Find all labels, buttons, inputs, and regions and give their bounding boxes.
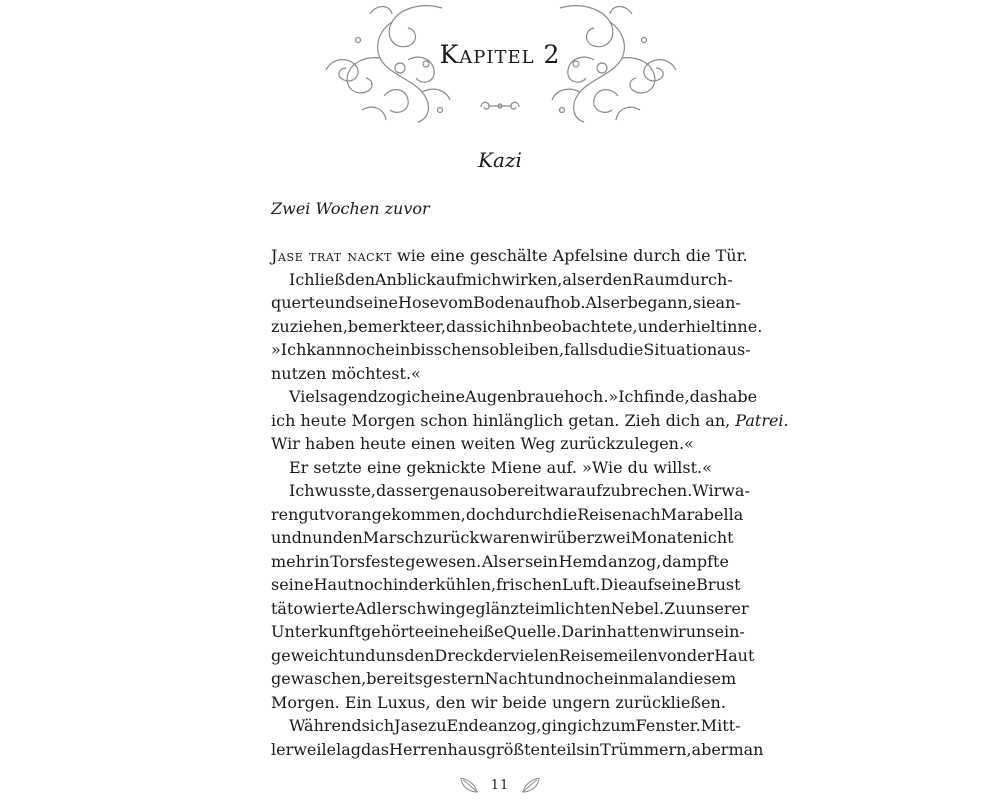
text-line: Unterkunft gehörte eine heiße Quelle. Darin hatten wir uns ein-	[271, 622, 745, 641]
text-line: querte und seine Hose vom Boden aufhob. Als er begann, sie an-	[271, 293, 741, 312]
opening-small-caps: Jase trat nackt	[271, 246, 392, 265]
text-line: ren gut vorangekommen, doch durch die Reise nach Marabella	[271, 504, 744, 524]
page-number: 11	[490, 777, 510, 793]
text-line: und nun den Marsch zurück waren wir über zwei Monate nicht	[271, 528, 734, 547]
chapter-title: Kapitel 2	[439, 40, 561, 69]
text-line: tätowierte Adlerschwinge glänzte im lichten Nebel. Zu unserer	[271, 598, 749, 618]
text-line: Morgen. Ein Luxus, den wir beide ungern zurückließen.	[271, 692, 726, 712]
text-line: geweicht und uns den Dreck der vielen Reisemeilen von der Haut	[271, 645, 755, 665]
text-line: Er setzte eine geknickte Miene auf. »Wie du willst.«	[289, 457, 712, 477]
text-line: Wir haben heute einen weiten Weg zurückzulegen.«	[271, 434, 694, 453]
timeframe-note: Zwei Wochen zuvor	[271, 199, 430, 218]
body-text	[271, 244, 789, 761]
text-segment: ich heute Morgen schon hinlänglich getan. Zieh dich an,	[271, 410, 736, 430]
leaf-left-icon	[459, 776, 479, 794]
text-line: »Ich kann noch ein bisschen so bleiben, falls du die Situation aus-	[271, 340, 751, 359]
text-line: zuziehen, bemerkte er, dass ich ihn beobachtete, und er hielt inne.	[271, 316, 763, 336]
text-line: nutzen möchtest.«	[271, 363, 421, 383]
leaf-right-icon	[521, 776, 541, 794]
text-line	[271, 409, 789, 433]
text-line	[271, 244, 748, 268]
text-line: Ich ließ den Anblick auf mich wirken, als er den Raum durch-	[289, 269, 733, 289]
chapter-pov-name: Kazi	[478, 148, 522, 172]
opening-rest: wie eine geschälte Apfelsine durch die Tür.	[391, 246, 748, 265]
italic-term: Patrei.	[735, 410, 789, 430]
text-line: gewaschen, bereits gestern Nacht und noch einmal an diesem	[271, 669, 737, 688]
text-line: Während sich Jase zu Ende anzog, ging ich zum Fenster. Mitt-	[289, 716, 741, 735]
page-footer	[0, 776, 1000, 794]
text-line: Ich wusste, dass er genauso bereit war aufzubrechen. Wir wa-	[289, 481, 750, 500]
text-line: seine Haut noch in der kühlen, frischen Luft. Die auf seine Brust	[271, 575, 741, 594]
text-line: mehr in Torsfeste gewesen. Als er sein Hemd anzog, dampfte	[271, 551, 729, 571]
scroll-divider-icon	[477, 97, 523, 115]
text-line: Vielsagend zog ich eine Augenbraue hoch. »Ich finde, das habe	[289, 387, 758, 406]
text-line: lerweile lag das Herrenhaus größtenteils in Trümmern, aber man	[271, 739, 764, 759]
